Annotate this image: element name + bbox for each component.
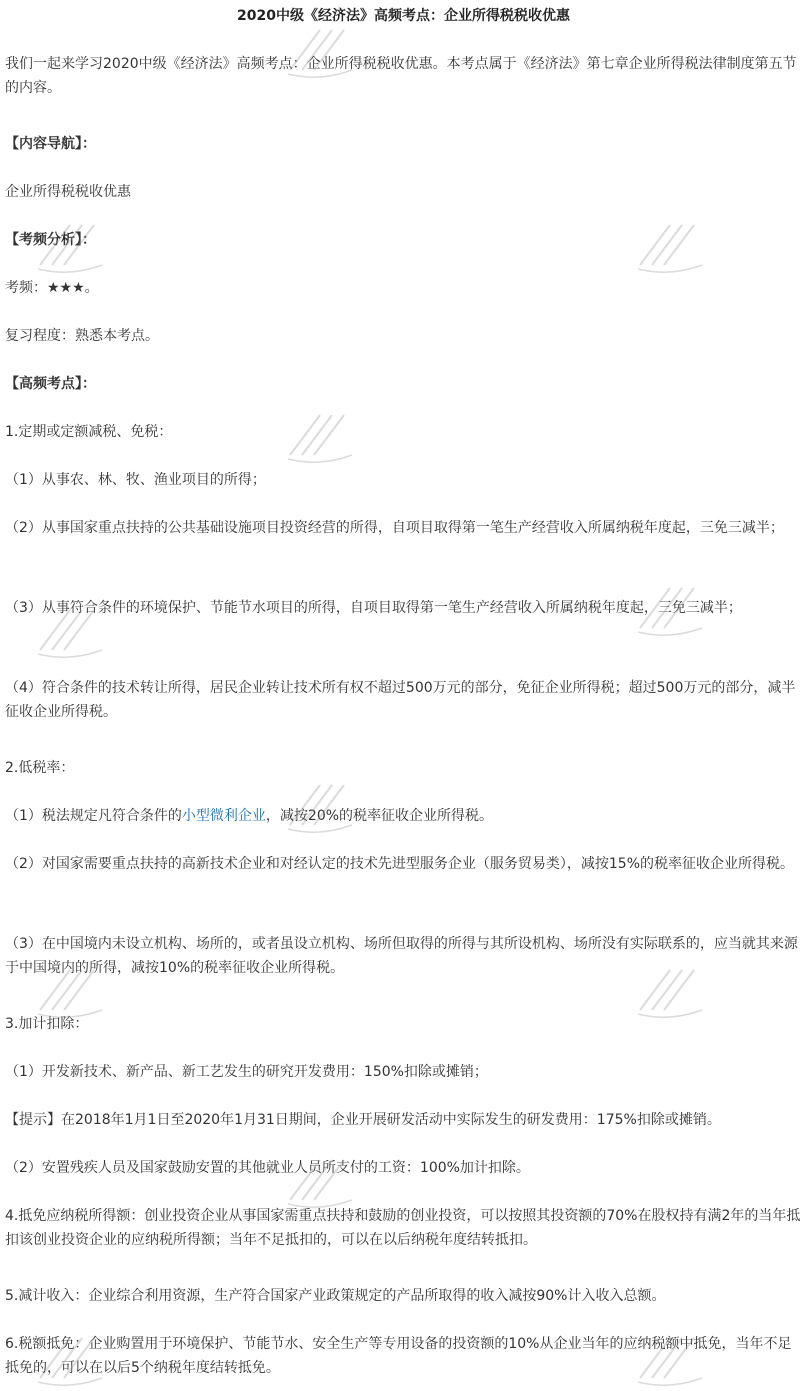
nav-text: 企业所得税税收优惠 [5,184,131,200]
section-4: 4.抵免应纳税所得额：创业投资企业从事国家需重点扶持和鼓励的创业投资，可以按照其投资额的70%在股权持有满2年的当年抵扣该创业投资企业的应纳税所得额；当年不足抵扣的，可以在以后纳税年度结转抵扣。 [5,1208,801,1248]
section-2-item-2: （2）对国家需要重点扶持的高新技术企业和对经认定的技术先进型服务企业（服务贸易类），减按15%的税率征收企业所得税。 [5,856,795,872]
freq-heading: 【考频分析】： [5,232,96,248]
section-6: 6.税额抵免：企业购置用于环境保护、节能节水、安全生产等专用设备的投资额的10%从企业当年的应纳税额中抵免，当年不足抵免的，可以在以后5个纳税年度结转抵免。 [5,1336,792,1376]
intro-paragraph: 我们一起来学习2020中级《经济法》高频考点：企业所得税税收优惠。本考点属于《经济法》第七章企业所得税法律制度第五节的内容。 [5,56,797,96]
freq-text: 考频：★★★。 [5,280,99,296]
section-2-item-1-post: ，减按20%的税率征收企业所得税。 [265,808,494,824]
points-heading: 【高频考点】： [5,376,96,392]
section-3-title: 3.加计扣除： [5,1016,89,1032]
nav-heading: 【内容导航】： [5,136,96,152]
section-3-item-1: （1）开发新技术、新产品、新工艺发生的研究开发费用：150%扣除或摊销； [5,1064,488,1080]
section-2-title: 2.低税率： [5,760,75,776]
section-5: 5.减计收入：企业综合利用资源，生产符合国家产业政策规定的产品所取得的收入减按90%计入收入总额。 [5,1288,666,1304]
section-1-item-1: （1）从事农、林、牧、渔业项目的所得； [5,472,266,488]
section-2-item-1 [5,804,802,828]
section-2-item-1-pre: （1）税法规定凡符合条件的 [5,808,182,824]
page-title: 2020中级《经济法》高频考点：企业所得税税收优惠 [237,8,570,24]
section-1-item-3: （3）从事符合条件的环境保护、节能节水项目的所得，自项目取得第一笔生产经营收入所属纳税年度起，三免三减半； [5,600,742,616]
section-3-item-2: （2）安置残疾人员及国家鼓励安置的其他就业人员所支付的工资：100%加计扣除。 [5,1160,530,1176]
section-3-tip: 【提示】在2018年1月1日至2020年1月31日期间，企业开展研发活动中实际发生的研发费用：175%扣除或摊销。 [5,1112,721,1128]
section-2-item-3: （3）在中国境内未设立机构、场所的，或者虽设立机构、场所但取得的所得与其所设机构、场所没有实际联系的，应当就其来源于中国境内的所得，减按10%的税率征收企业所得税。 [5,936,798,976]
section-1-item-4: （4）符合条件的技术转让所得，居民企业转让技术所有权不超过500万元的部分，免征企业所得税；超过500万元的部分，减半征收企业所得税。 [5,680,796,720]
small-micro-enterprise-link[interactable]: 小型微利企业 [181,808,266,824]
section-1-title: 1.定期或定额减税、免税： [5,424,173,440]
review-text: 复习程度：熟悉本考点。 [5,328,159,344]
section-1-item-2: （2）从事国家重点扶持的公共基础设施项目投资经营的所得，自项目取得第一笔生产经营收入所属纳税年度起，三免三减半； [5,520,784,536]
